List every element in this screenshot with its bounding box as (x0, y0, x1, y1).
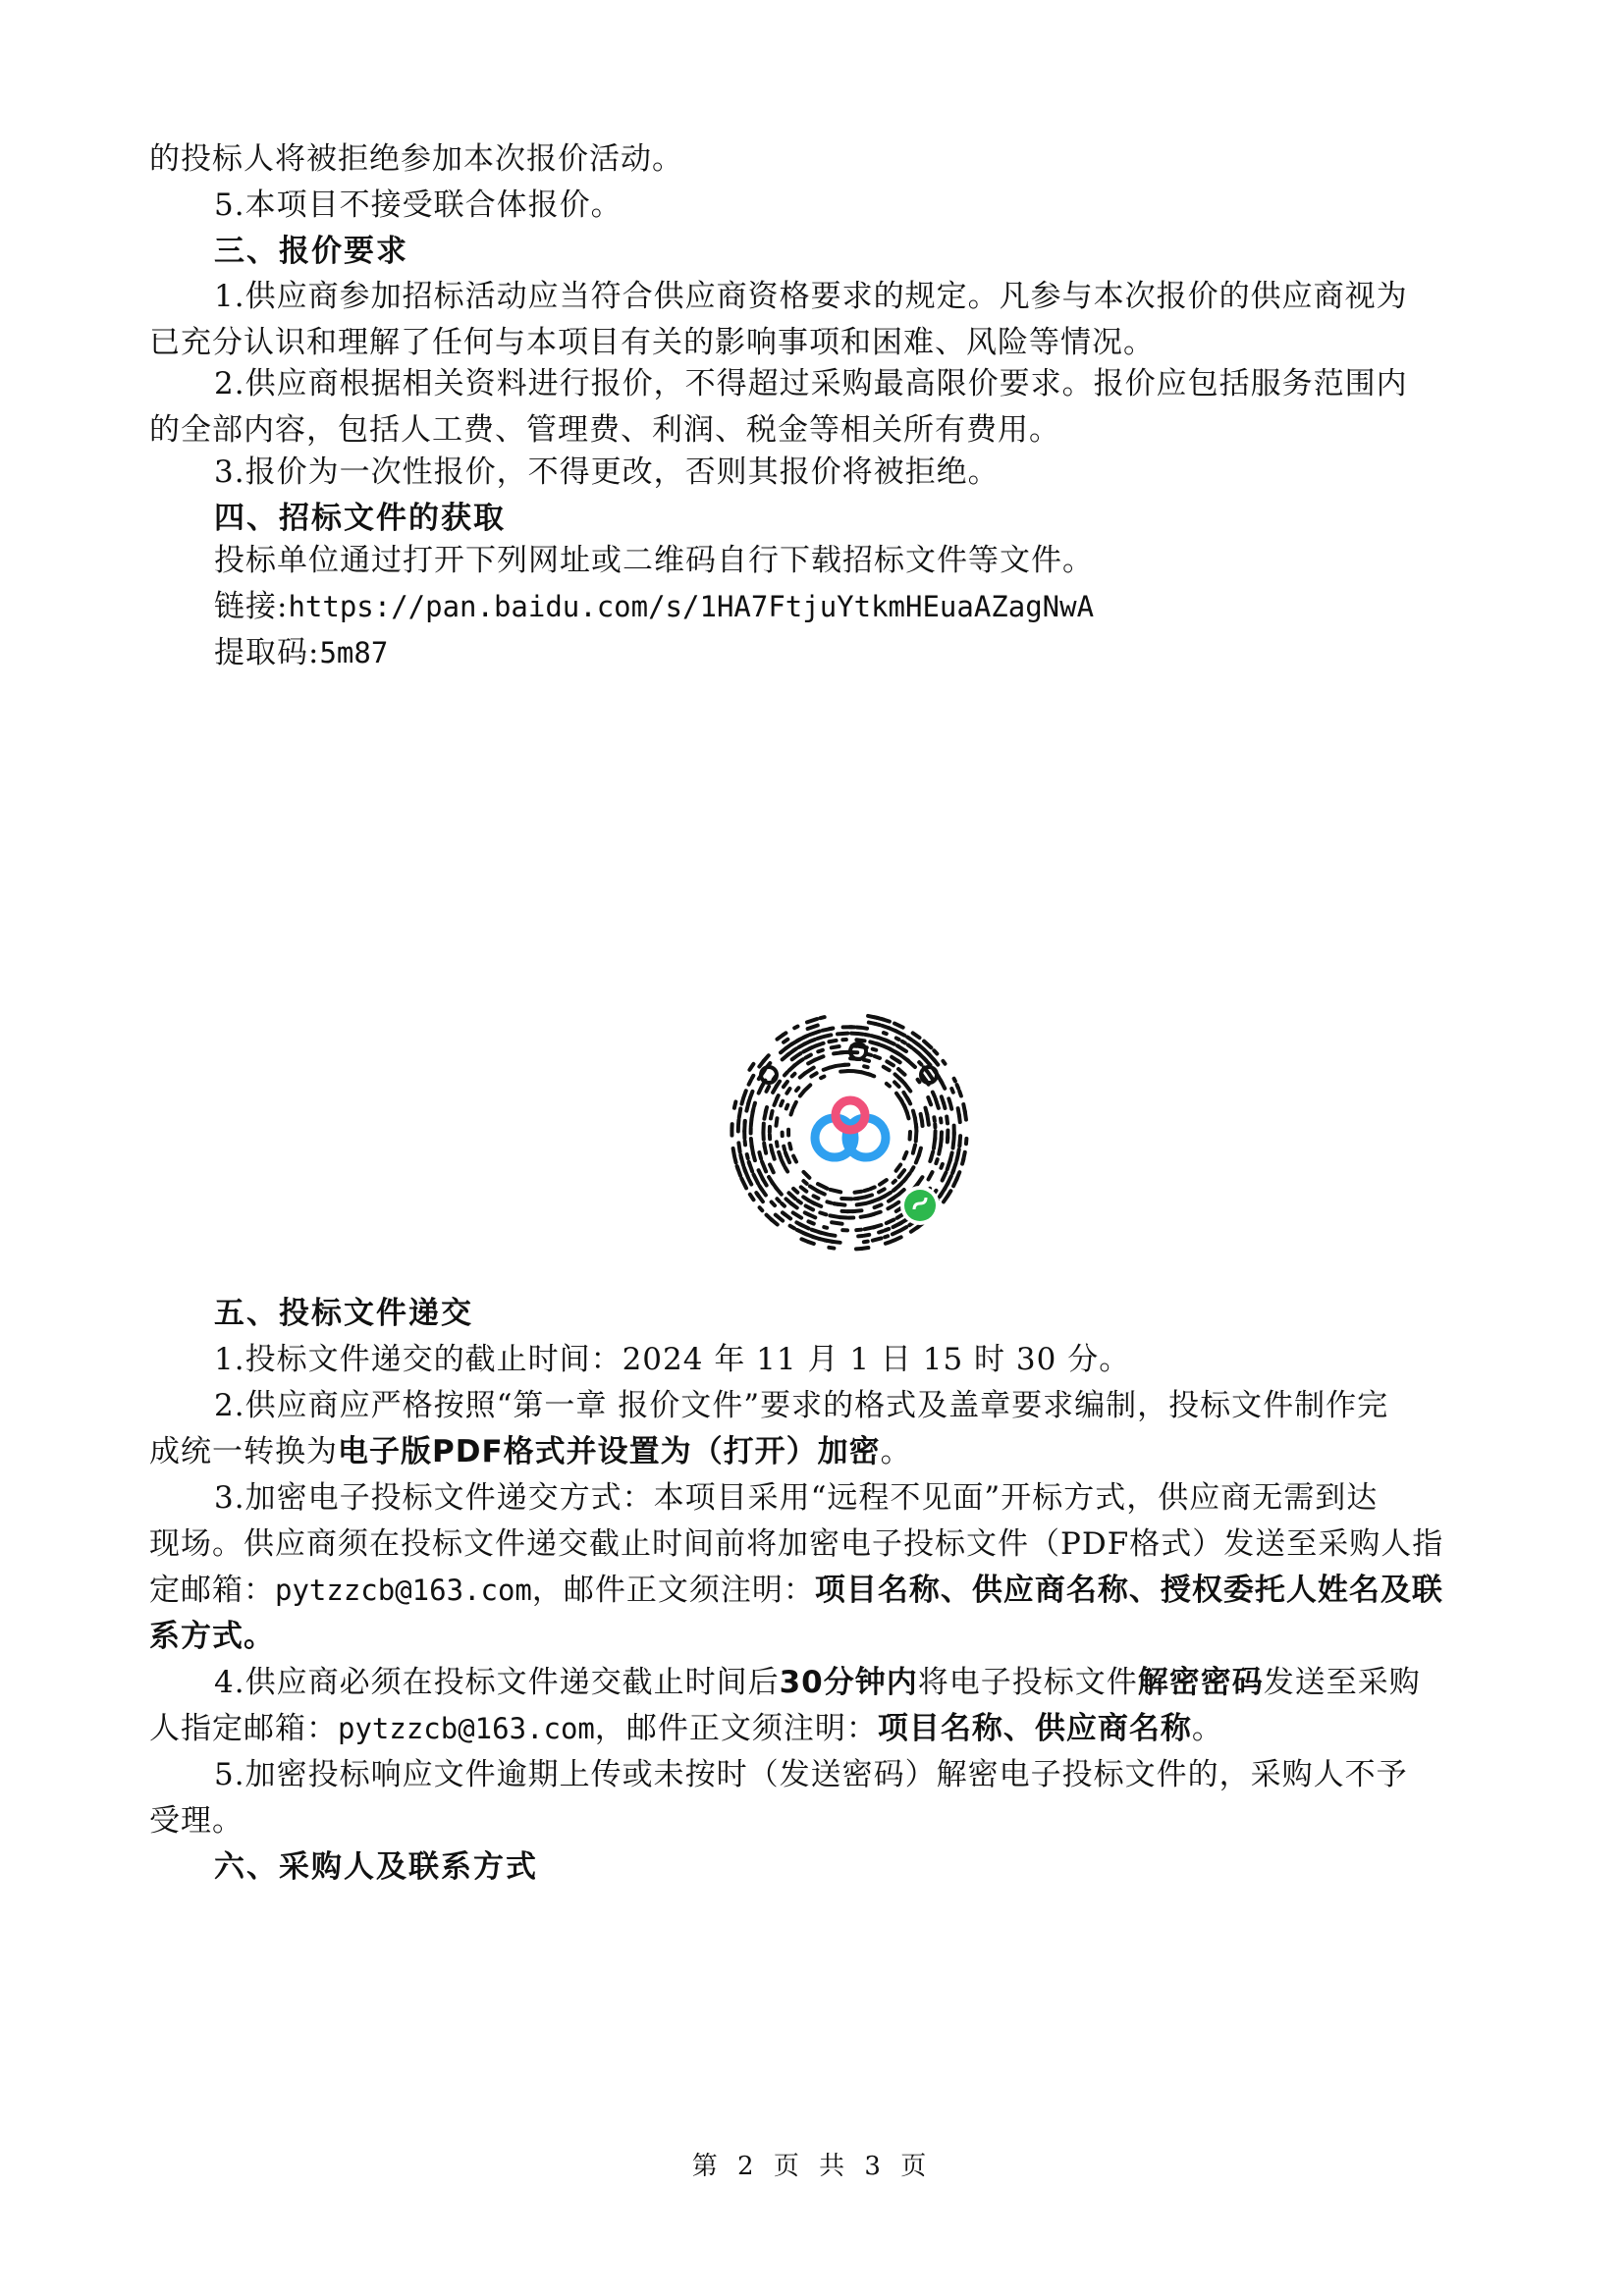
paragraph-line: 3.报价为一次性报价，不得更改，否则其报价将被拒绝。 (214, 454, 1000, 490)
qr-dot (784, 1082, 787, 1087)
paragraph-line: 已充分认识和理解了任何与本项目有关的影响事项和困难、风险等情况。 (149, 325, 1155, 360)
qr-dot (936, 1098, 939, 1108)
qr-dot (884, 1067, 890, 1071)
paragraph-line: 系方式。 (149, 1619, 275, 1654)
paragraph-line: 定邮箱：pytzzcb@163.com，邮件正文须注明：项目名称、供应商名称、授权委托人姓名及联 (149, 1573, 1443, 1608)
qr-dot (800, 1059, 803, 1061)
qr-dot (876, 1024, 880, 1025)
qr-dot (943, 1061, 945, 1064)
qr-dot (924, 1041, 931, 1048)
qr-dot (784, 1040, 787, 1042)
qr-dot (927, 1114, 929, 1124)
qr-dot (934, 1059, 938, 1065)
paragraph-line: 5.加密投标响应文件逾期上传或未按时（发送密码）解密电子投标文件的，采购人不予 (214, 1757, 1408, 1792)
qr-dot (864, 1028, 868, 1029)
qr-dot (856, 1040, 864, 1041)
qr-dot (810, 1032, 820, 1036)
qr-dot (821, 1077, 824, 1079)
qr-dot (868, 1054, 871, 1055)
qr-dot (893, 1189, 896, 1191)
qr-dot (750, 1195, 754, 1200)
qr-dot (784, 1147, 785, 1149)
qr-dot (895, 1031, 905, 1036)
qr-dot (894, 1024, 903, 1028)
qr-dot (792, 1074, 795, 1077)
qr-dot (934, 1138, 935, 1148)
email-link[interactable]: pytzzcb@163.com (275, 1574, 532, 1607)
qr-dot (812, 1230, 822, 1233)
paragraph-line: 4.供应商必须在投标文件递交截止时间后30分钟内将电子投标文件解密密码发送至采购 (214, 1665, 1421, 1700)
qr-dot (893, 1223, 901, 1227)
qr-dot (893, 1181, 895, 1183)
emphasis-text: 项目名称、供应商名称 (877, 1711, 1192, 1746)
qr-dot (785, 1199, 791, 1203)
qr-dot (786, 1089, 789, 1094)
qr-dot (957, 1085, 959, 1089)
qr-dot (893, 1231, 900, 1235)
qr-dot (794, 1062, 799, 1066)
qr-dot (740, 1155, 741, 1159)
qr-dot (803, 1036, 807, 1038)
qr-dot (908, 1045, 912, 1048)
qr-dot (899, 1190, 904, 1194)
qr-dot (793, 1189, 797, 1193)
qr-dot (771, 1111, 773, 1118)
qr-dot (786, 1105, 788, 1109)
qr-dot (818, 1184, 828, 1189)
qr-dot (877, 1043, 883, 1045)
paragraph-line: 2.供应商应严格按照“第一章 报价文件”要求的格式及盖章要求编制，投标文件制作完 (214, 1388, 1389, 1423)
qr-dot (887, 1061, 893, 1065)
qr-dot (814, 1196, 819, 1199)
qr-dot (861, 1216, 868, 1217)
qr-dot (749, 1162, 750, 1165)
qr-dot (820, 1017, 824, 1018)
qr-dot (882, 1019, 890, 1022)
qr-dot (952, 1170, 953, 1174)
qr-dot (770, 1164, 774, 1172)
qr-dot (959, 1092, 961, 1096)
extract-code-line (214, 633, 1549, 672)
qr-dot (766, 1087, 769, 1092)
qr-dot (785, 1072, 787, 1075)
qr-dot (801, 1239, 807, 1241)
qr-dot (738, 1143, 739, 1151)
qr-dot (857, 1203, 866, 1204)
qr-dot (911, 1226, 919, 1231)
paragraph-line: 的全部内容，包括人工费、管理费、利润、税金等相关所有费用。 (149, 412, 1060, 448)
section-heading-3: 三、报价要求 (214, 234, 408, 269)
qr-dot (803, 1197, 808, 1201)
qr-dot (887, 1220, 894, 1223)
qr-dot (756, 1193, 758, 1196)
qr-dot (785, 1152, 786, 1156)
qr-dot (916, 1154, 919, 1162)
qr-dot (753, 1175, 758, 1184)
qr-dot (785, 1167, 787, 1171)
qr-dot (772, 1201, 775, 1205)
qr-dot (918, 1080, 920, 1083)
qr-dot (827, 1201, 831, 1202)
qr-dot (811, 1040, 815, 1041)
qr-dot (911, 1167, 913, 1170)
qr-dot (777, 1142, 778, 1146)
qr-dot (747, 1154, 748, 1158)
qr-dot (865, 1227, 875, 1229)
qr-dot (805, 1212, 809, 1214)
qr-dot (959, 1115, 960, 1122)
qr-dot (794, 1027, 797, 1029)
qr-dot (744, 1167, 746, 1172)
qr-dot (830, 1029, 834, 1030)
qr-dot (752, 1108, 753, 1112)
paragraph-line: 受理。 (149, 1803, 244, 1839)
qr-dot (759, 1088, 761, 1093)
qr-dot (805, 1068, 814, 1074)
qr-dot (777, 1082, 781, 1087)
qr-dot (897, 1045, 906, 1051)
code-label: 提取码: (214, 635, 320, 670)
qr-dot (944, 1103, 945, 1108)
qr-dot (820, 1212, 826, 1214)
qr-dot (789, 1144, 790, 1148)
qr-dot (830, 1235, 835, 1236)
qr-dot (880, 1180, 887, 1185)
qr-dot (776, 1215, 783, 1221)
email-link[interactable]: pytzzcb@163.com (338, 1712, 595, 1745)
qr-dot (818, 1037, 823, 1039)
wechat-miniprogram-icon (904, 1190, 936, 1221)
qr-dot (751, 1139, 752, 1147)
paragraph-line: 人指定邮箱：pytzzcb@163.com，邮件正文须注明：项目名称、供应商名称。 (149, 1711, 1223, 1746)
qr-dot (818, 1050, 823, 1052)
qr-dot (796, 1222, 802, 1225)
qr-dot (830, 1066, 836, 1067)
paragraph-line: 成统一转换为电子版PDF格式并设置为（打开）加密。 (149, 1434, 912, 1469)
qr-dot (907, 1060, 915, 1067)
paragraph-line: 投标单位通过打开下列网址或二维码自行下载招标文件等文件。 (214, 543, 1094, 578)
qr-dot (928, 1073, 933, 1080)
paragraph-line: 现场。供应商须在投标文件递交截止时间前将加密电子投标文件（PDF格式）发送至采购人指 (149, 1526, 1444, 1562)
qr-dot (934, 1117, 935, 1121)
qr-dot (886, 1243, 889, 1244)
section-heading-4: 四、招标文件的获取 (214, 501, 506, 536)
qr-dot (902, 1041, 905, 1043)
qr-dot (803, 1181, 806, 1184)
qr-dot (919, 1062, 921, 1064)
qr-dot (806, 1205, 814, 1209)
qr-dot (930, 1158, 931, 1161)
paragraph-line: 1.投标文件递交的截止时间：2024 年 11 月 1 日 15 时 30 分。 (214, 1342, 1131, 1377)
paragraph-line: 1.供应商参加招标活动应当符合供应商资格要求的规定。凡参与本次报价的供应商视为 (214, 279, 1408, 314)
emphasis-text: 项目名称、供应商名称、授权委托人姓名及联 (814, 1573, 1443, 1608)
link-label: 链接: (214, 589, 289, 624)
qr-dot (885, 1040, 894, 1043)
qr-dot (951, 1089, 953, 1093)
qr-dot (793, 1156, 796, 1162)
qr-dot (824, 1227, 827, 1228)
qr-dot (928, 1097, 931, 1104)
qr-dot (868, 1214, 874, 1215)
qr-dot (782, 1203, 785, 1205)
qr-dot (838, 1034, 847, 1035)
qr-dot (762, 1161, 766, 1171)
qr-dot (919, 1045, 923, 1049)
qr-dot (810, 1186, 818, 1191)
qr-dot (793, 1212, 801, 1217)
qr-dot (741, 1098, 743, 1104)
qr-dot (832, 1046, 839, 1047)
qr-dot (803, 1172, 809, 1178)
qr-dot (759, 1186, 761, 1190)
qr-dot (913, 1145, 915, 1152)
qr-dot (868, 1074, 874, 1076)
qr-dot (816, 1043, 824, 1046)
section-heading-5: 五、投标文件递交 (214, 1296, 473, 1331)
qr-dot (734, 1101, 735, 1107)
qr-dot (771, 1146, 773, 1152)
emphasis-text: 30分钟内 (779, 1665, 918, 1700)
qr-dot (913, 1033, 920, 1038)
qr-dot (962, 1159, 963, 1164)
qr-code-icon[interactable] (727, 1009, 972, 1255)
qr-dot (936, 1159, 937, 1163)
qr-dot (829, 1248, 834, 1249)
qr-dot (941, 1118, 942, 1122)
qr-dot (965, 1111, 966, 1120)
qr-dot (943, 1172, 947, 1180)
qr-dot (793, 1048, 796, 1050)
qr-dot (797, 1053, 800, 1055)
extract-code: 5m87 (319, 636, 389, 669)
qr-dot (734, 1157, 735, 1162)
qr-dot (864, 1066, 868, 1067)
qr-dot (814, 1056, 823, 1060)
qr-dot (865, 1035, 869, 1036)
qr-dot (858, 1034, 863, 1035)
qr-dot (896, 1165, 901, 1171)
qr-dot (806, 1055, 811, 1058)
qr-dot (875, 1204, 882, 1207)
qr-dot (754, 1103, 755, 1106)
qr-dot (832, 1222, 841, 1223)
qr-dot (777, 1199, 779, 1201)
qr-dot (792, 1056, 797, 1059)
paragraph-line: 2.供应商根据相关资料进行报价，不得超过采购最高限价要求。报价应包括服务范围内 (214, 366, 1408, 401)
qr-dot (907, 1098, 910, 1104)
qr-dot (905, 1084, 911, 1091)
qr-dot (796, 1088, 798, 1091)
qr-dot (940, 1195, 942, 1198)
qr-dot (808, 1221, 813, 1223)
qr-dot (889, 1199, 893, 1201)
qr-dot (760, 1207, 763, 1210)
qr-dot (896, 1237, 901, 1239)
qr-dot (929, 1172, 933, 1179)
qr-dot (764, 1055, 769, 1061)
qr-dot (781, 1101, 783, 1106)
qr-dot (864, 1235, 869, 1236)
qr-dot (898, 1069, 905, 1075)
qr-dot (901, 1227, 906, 1230)
qr-dot (941, 1164, 942, 1168)
qr-dot (769, 1177, 773, 1184)
paragraph-line: 的投标人将被拒绝参加本次报价活动。 (149, 141, 683, 177)
qr-dot (776, 1118, 777, 1125)
qr-dot (873, 1049, 877, 1050)
qr-dot (790, 1226, 794, 1229)
qr-dot (808, 1025, 818, 1029)
qr-dot (749, 1080, 751, 1084)
qr-dot (954, 1079, 955, 1082)
qr-dot (739, 1108, 741, 1117)
qr-dot (831, 1190, 840, 1192)
qr-dot (933, 1093, 935, 1097)
qr-dot (749, 1180, 751, 1185)
qr-dot (793, 1102, 796, 1108)
qr-dot (953, 1140, 954, 1148)
qr-dot (749, 1064, 753, 1070)
qr-dot (922, 1121, 923, 1126)
qr-dot (947, 1159, 950, 1169)
qr-dot (941, 1080, 945, 1089)
qr-dot (894, 1082, 899, 1087)
qr-dot (782, 1161, 784, 1166)
download-link[interactable]: https://pan.baidu.com/s/1HA7FtjuYtkmHEuaAZagNwA (288, 590, 1095, 623)
qr-dot (801, 1187, 807, 1191)
qr-dot (759, 1170, 764, 1179)
qr-dot (766, 1107, 767, 1112)
qr-dot (830, 1215, 839, 1217)
qr-dot (743, 1091, 745, 1097)
qr-dot (897, 1060, 900, 1062)
qr-dot (916, 1131, 917, 1141)
qr-dot (767, 1215, 773, 1220)
qr-dot (804, 1085, 810, 1091)
qr-dot (783, 1212, 785, 1214)
qr-dot (896, 1038, 899, 1039)
paragraph-line: 5.本项目不接受联合体报价。 (214, 187, 623, 223)
emphasis-text: 解密密码 (1137, 1665, 1264, 1700)
qr-dot (854, 1192, 861, 1193)
qr-dot (948, 1098, 949, 1103)
download-link-line (214, 587, 1549, 626)
section-heading-6: 六、采购人及联系方式 (214, 1849, 538, 1885)
qr-dot (864, 1190, 868, 1191)
qr-dot (824, 1035, 831, 1037)
qr-dot (741, 1179, 746, 1189)
qr-dot (752, 1076, 754, 1079)
qr-dot (885, 1229, 889, 1231)
qr-dot (864, 1242, 868, 1243)
qr-dot (896, 1208, 901, 1211)
qr-dot (956, 1156, 957, 1160)
qr-dot (899, 1170, 905, 1177)
qr-dot (750, 1092, 752, 1097)
qr-dot (873, 1238, 882, 1240)
qr-dot (904, 1152, 907, 1158)
qr-dot (811, 1073, 816, 1076)
emphasis-text: 电子版PDF格式并设置为（打开）加密 (338, 1434, 881, 1469)
qr-dot (879, 1231, 883, 1232)
qr-dot (798, 1201, 801, 1202)
qr-dot (791, 1110, 793, 1115)
qr-dot (939, 1146, 941, 1153)
qr-dot (874, 1056, 880, 1058)
qr-dot (797, 1230, 807, 1235)
qr-dot (885, 1236, 888, 1237)
qr-dot (783, 1033, 785, 1035)
qr-dot (924, 1058, 931, 1065)
qr-dot (777, 1095, 779, 1098)
qr-dot (788, 1193, 795, 1199)
page-footer: 第 2 页 共 3 页 (691, 2152, 933, 2181)
qr-dot (870, 1187, 875, 1189)
qr-dot (884, 1033, 887, 1034)
qr-dot (737, 1166, 738, 1169)
paragraph-line: 3.加密电子投标文件递交方式：本项目采用“远程不见面”开标方式，供应商无需到达 (214, 1480, 1379, 1516)
qr-dot (864, 1060, 869, 1061)
qr-dot (907, 1037, 911, 1040)
qr-dot (834, 1203, 838, 1204)
qr-dot (807, 1019, 817, 1022)
qr-dot (888, 1205, 893, 1208)
qr-dot (950, 1105, 951, 1109)
qr-dot (779, 1152, 782, 1159)
qr-dot (953, 1179, 957, 1187)
qr-dot (879, 1189, 885, 1192)
qr-dot (894, 1202, 898, 1205)
qr-dot (759, 1152, 761, 1158)
qr-dot (906, 1111, 908, 1118)
qr-dot (944, 1197, 947, 1201)
qr-dot (733, 1148, 734, 1156)
qr-dot (887, 1084, 890, 1087)
qr-dot (934, 1050, 937, 1053)
